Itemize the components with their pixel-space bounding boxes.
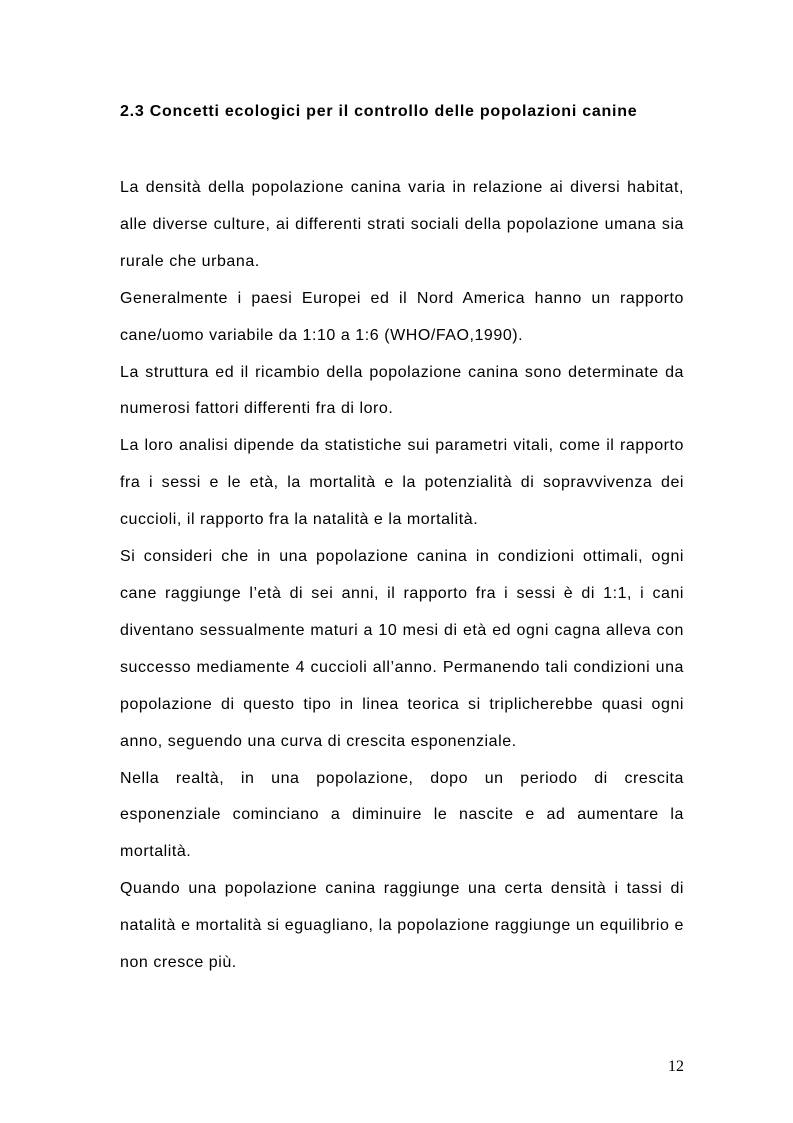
page-number: 12	[668, 1058, 684, 1075]
paragraph: Nella realtà, in una popolazione, dopo un periodo di crescita esponenziale cominciano a diminuire le nascite e ad aumentare la mortalità.	[120, 769, 684, 861]
paragraph: Quando una popolazione canina raggiunge una certa densità i tassi di natalità e mortalità si eguagliano, la popolazione raggiunge un equilibrio e non cresce più.	[120, 880, 684, 972]
section-heading: 2.3 Concetti ecologici per il controllo delle popolazioni canine	[120, 103, 638, 120]
paragraph: Si consideri che in una popolazione canina in condizioni ottimali, ogni cane raggiunge l’età di sei anni, il rapporto fra i sessi è di 1:1, i cani diventano sessualmente maturi a 10 mesi di età ed ogni cagna alleva con successo mediamente 4 cuccioli all’anno. Permanendo tali condizioni una popolazione di questo tipo in linea teorica si triplicherebbe quasi ogni anno, seguendo una curva di crescita esponenziale.	[120, 548, 684, 750]
paragraph: La struttura ed il ricambio della popolazione canina sono determinate da numerosi fattori differenti fra di loro.	[120, 363, 684, 418]
paragraph: Generalmente i paesi Europei ed il Nord America hanno un rapporto cane/uomo variabile da 1:10 a 1:6 (WHO/FAO,1990).	[120, 289, 684, 344]
body-text	[120, 170, 684, 982]
paragraph: La loro analisi dipende da statistiche sui parametri vitali, come il rapporto fra i sessi e le età, la mortalità e la potenzialità di sopravvivenza dei cuccioli, il rapporto fra la natalità e la mortalità.	[120, 437, 684, 529]
paragraph: La densità della popolazione canina varia in relazione ai diversi habitat, alle diverse culture, ai differenti strati sociali della popolazione umana sia rurale che urbana.	[120, 179, 684, 270]
